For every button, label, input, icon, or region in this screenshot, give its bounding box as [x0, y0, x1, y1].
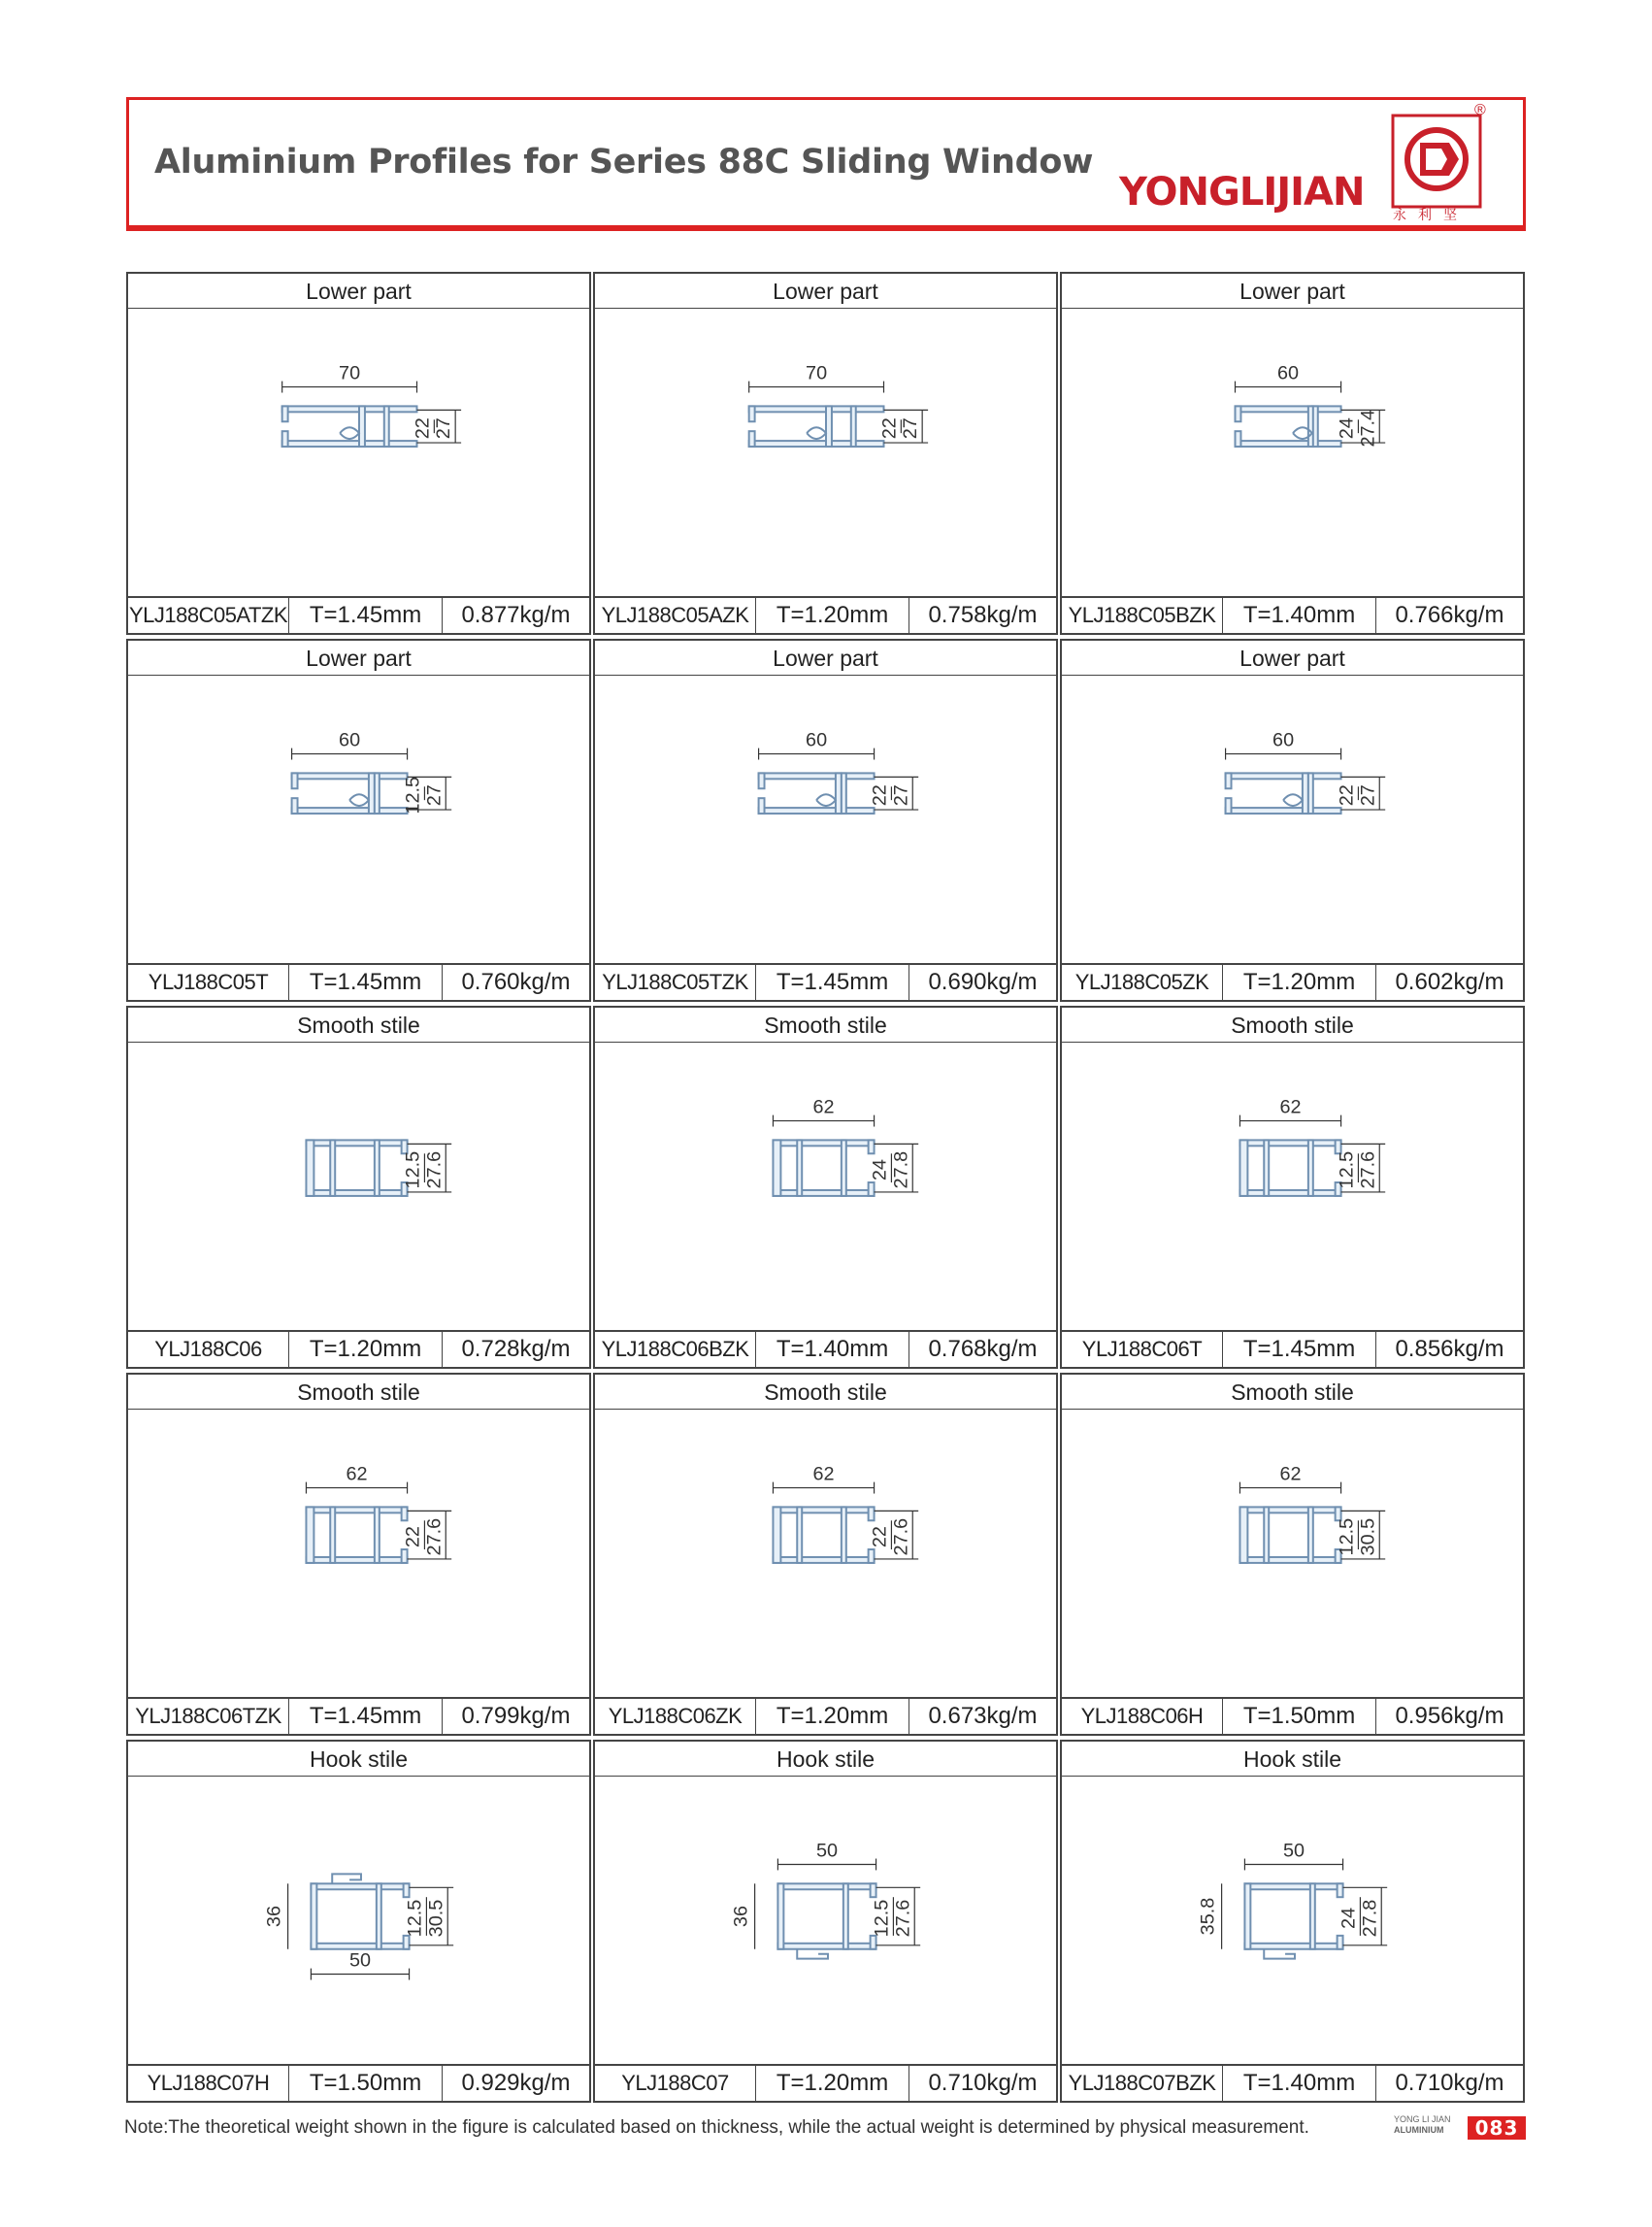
- dim2-dimension-label: 30.5: [1357, 1517, 1379, 1556]
- profile-section-drawing: [306, 1507, 407, 1563]
- profile-section-drawing: [1235, 406, 1340, 447]
- profile-cell: [1060, 639, 1527, 1006]
- width-dimension-label: 60: [1277, 362, 1300, 384]
- profile-drawing: [126, 309, 591, 596]
- profile-cell: [1060, 1740, 1527, 2107]
- width-dimension-label: 62: [1279, 1463, 1302, 1485]
- dim2-dimension-label: 27: [1357, 784, 1379, 807]
- dim1-dimension-label: 22: [402, 1526, 424, 1548]
- profile-drawing-svg: [128, 309, 589, 596]
- dim2-dimension-label: 30.5: [425, 1899, 447, 1938]
- dim1-dimension-label: 12.5: [402, 776, 424, 814]
- profile-spec-row: [593, 596, 1058, 635]
- profile-category: Lower part: [126, 639, 591, 676]
- profile-code: YLJ188C05T: [128, 965, 289, 1000]
- profile-section-drawing: [777, 1883, 876, 1958]
- profile-code: YLJ188C07BZK: [1062, 2066, 1223, 2101]
- profile-category: Hook stile: [593, 1740, 1058, 1777]
- profile-drawing-svg: [128, 1043, 589, 1330]
- dim1-dimension-label: 22: [869, 1526, 891, 1548]
- profile-thickness: T=1.45mm: [1223, 1332, 1376, 1367]
- dim2-dimension-label: 27.4: [1357, 409, 1379, 448]
- profile-drawing: [1060, 1043, 1525, 1330]
- profile-drawing-svg: [595, 676, 1056, 963]
- profile-thickness: T=1.20mm: [756, 2066, 909, 2101]
- profile-category: Hook stile: [1060, 1740, 1525, 1777]
- width-dimension-label: 62: [1279, 1096, 1302, 1118]
- footer-brand-line2: ALUMINIUM: [1394, 2125, 1444, 2135]
- profile-spec-row: [126, 963, 591, 1002]
- profile-spec-row: [593, 1697, 1058, 1736]
- profile-drawing-svg: [1062, 676, 1523, 963]
- profile-code: YLJ188C05AZK: [595, 598, 756, 633]
- profile-category: Lower part: [126, 272, 591, 309]
- profile-drawing: [126, 1777, 591, 2064]
- profile-thickness: T=1.20mm: [289, 1332, 443, 1367]
- profile-drawing: [1060, 1410, 1525, 1697]
- dim2-dimension-label: 27.6: [423, 1517, 446, 1556]
- dim2-dimension-label: 27: [900, 417, 922, 440]
- profile-thickness: T=1.40mm: [756, 1332, 909, 1367]
- profile-category: Smooth stile: [1060, 1373, 1525, 1410]
- dim2-dimension-label: 27.6: [1357, 1150, 1379, 1189]
- profile-thickness: T=1.20mm: [756, 598, 909, 633]
- dim2-dimension-label: 27: [433, 417, 455, 440]
- dim1-dimension-label: 12.5: [871, 1899, 893, 1938]
- dim1-dimension-label: 22: [869, 784, 891, 807]
- profile-thickness: T=1.50mm: [289, 2066, 443, 2101]
- profile-weight: 0.710kg/m: [1395, 2070, 1504, 2096]
- width-dimension-label: 60: [806, 729, 828, 751]
- dim2-dimension-label: 27.8: [1359, 1899, 1381, 1938]
- profile-cell: [593, 639, 1060, 1006]
- profile-thickness: T=1.45mm: [756, 965, 909, 1000]
- profile-drawing-svg: [595, 309, 1056, 596]
- registered-mark: ®: [1474, 102, 1486, 118]
- profile-weight: 0.768kg/m: [928, 1336, 1038, 1362]
- profile-weight: 0.760kg/m: [461, 969, 571, 995]
- profile-drawing: [593, 1410, 1058, 1697]
- profile-thickness: T=1.45mm: [289, 1699, 443, 1734]
- profile-spec-row: [1060, 963, 1525, 1002]
- profile-section-drawing: [1244, 1883, 1342, 1958]
- profile-category: Lower part: [593, 639, 1058, 676]
- height-dimension-label: 36: [730, 1906, 752, 1928]
- page-title: Aluminium Profiles for Series 88C Sliding Window: [154, 143, 1094, 182]
- profile-spec-row: [1060, 596, 1525, 635]
- profile-spec-row: [593, 1330, 1058, 1369]
- profile-drawing: [593, 676, 1058, 963]
- profile-code: YLJ188C07H: [128, 2066, 289, 2101]
- profile-code: YLJ188C06BZK: [595, 1332, 756, 1367]
- profile-weight: 0.856kg/m: [1395, 1336, 1504, 1362]
- footer-brand-line1: YONG LI JIAN: [1394, 2114, 1451, 2124]
- profile-cell: [126, 1373, 593, 1740]
- dim2-dimension-label: 27: [890, 784, 912, 807]
- profile-drawing-svg: [1062, 1777, 1523, 2064]
- profile-code: YLJ188C07: [595, 2066, 756, 2101]
- profile-drawing: [1060, 676, 1525, 963]
- dim2-dimension-label: 27: [423, 784, 446, 807]
- width-dimension-label: 70: [339, 362, 361, 384]
- profile-spec-row: [1060, 2064, 1525, 2103]
- profile-drawing-svg: [128, 1777, 589, 2064]
- brand-name: YONGLIJIAN: [1119, 170, 1365, 215]
- profile-drawing: [126, 676, 591, 963]
- width-dimension-label: 60: [1272, 729, 1295, 751]
- dim2-dimension-label: 27.6: [890, 1517, 912, 1556]
- profile-weight: 0.766kg/m: [1395, 602, 1504, 628]
- profile-drawing: [1060, 1777, 1525, 2064]
- dim1-dimension-label: 22: [878, 417, 901, 440]
- profile-drawing: [593, 1043, 1058, 1330]
- profile-code: YLJ188C05ATZK: [128, 598, 289, 633]
- profile-code: YLJ188C05BZK: [1062, 598, 1223, 633]
- profile-drawing-svg: [1062, 309, 1523, 596]
- profile-category: Hook stile: [126, 1740, 591, 1777]
- profile-weight: 0.602kg/m: [1395, 969, 1504, 995]
- dim1-dimension-label: 22: [412, 417, 434, 440]
- profile-thickness: T=1.50mm: [1223, 1699, 1376, 1734]
- brand-logo-icon: [1391, 114, 1482, 209]
- profile-section-drawing: [306, 1140, 407, 1196]
- width-dimension-label: 62: [812, 1463, 835, 1485]
- profile-section-drawing: [759, 773, 875, 814]
- profile-cell: [1060, 1006, 1527, 1373]
- profile-weight: 0.929kg/m: [461, 2070, 571, 2096]
- profile-weight: 0.673kg/m: [928, 1703, 1038, 1729]
- width-dimension-label: 62: [812, 1096, 835, 1118]
- dim2-dimension-label: 27.6: [892, 1899, 914, 1938]
- profile-drawing: [126, 1043, 591, 1330]
- profile-drawing: [593, 1777, 1058, 2064]
- profile-spec-row: [1060, 1697, 1525, 1736]
- profile-category: Smooth stile: [593, 1373, 1058, 1410]
- profile-cell: [593, 1740, 1060, 2107]
- profile-spec-row: [126, 596, 591, 635]
- footer-brand: [1394, 2114, 1451, 2136]
- profile-section-drawing: [311, 1874, 409, 1948]
- profile-drawing-svg: [128, 676, 589, 963]
- page-header: [126, 97, 1526, 231]
- profile-category: Smooth stile: [1060, 1006, 1525, 1043]
- height-dimension-label: 36: [263, 1906, 285, 1928]
- profile-section-drawing: [282, 406, 417, 447]
- profile-code: YLJ188C06: [128, 1332, 289, 1367]
- profile-drawing-svg: [595, 1777, 1056, 2064]
- dim1-dimension-label: 22: [1336, 784, 1358, 807]
- profile-spec-row: [126, 2064, 591, 2103]
- profile-weight: 0.728kg/m: [461, 1336, 571, 1362]
- profile-code: YLJ188C06ZK: [595, 1699, 756, 1734]
- profile-drawing: [1060, 309, 1525, 596]
- width-dimension-label: 70: [806, 362, 828, 384]
- profile-drawing-svg: [128, 1410, 589, 1697]
- profile-drawing: [593, 309, 1058, 596]
- profile-cell: [1060, 1373, 1527, 1740]
- profile-category: Lower part: [1060, 639, 1525, 676]
- profile-section-drawing: [1226, 773, 1341, 814]
- dim2-dimension-label: 27.8: [890, 1150, 912, 1189]
- footer-note: Note:The theoretical weight shown in the figure is calculated based on thickness, while the actual weight is determined by physical measurement.: [124, 2117, 1309, 2138]
- height-dimension-label: 35.8: [1197, 1897, 1219, 1936]
- profile-thickness: T=1.40mm: [1223, 598, 1376, 633]
- profile-cell: [593, 1006, 1060, 1373]
- dim1-dimension-label: 12.5: [1336, 1150, 1358, 1189]
- profile-spec-row: [1060, 1330, 1525, 1369]
- profile-thickness: T=1.45mm: [289, 598, 443, 633]
- profile-cell: [593, 1373, 1060, 1740]
- profile-thickness: T=1.20mm: [1223, 965, 1376, 1000]
- profile-code: YLJ188C05ZK: [1062, 965, 1223, 1000]
- profile-cell: [126, 1740, 593, 2107]
- profile-code: YLJ188C06T: [1062, 1332, 1223, 1367]
- profile-spec-row: [593, 963, 1058, 1002]
- profile-section-drawing: [1239, 1140, 1340, 1196]
- profile-weight: 0.956kg/m: [1395, 1703, 1504, 1729]
- profile-thickness: T=1.45mm: [289, 965, 443, 1000]
- profile-thickness: T=1.40mm: [1223, 2066, 1376, 2101]
- width-dimension-label: 50: [348, 1949, 372, 1972]
- profile-weight: 0.799kg/m: [461, 1703, 571, 1729]
- profile-section-drawing: [292, 773, 408, 814]
- profile-drawing: [126, 1410, 591, 1697]
- dim1-dimension-label: 24: [1336, 417, 1358, 440]
- profile-cell: [593, 272, 1060, 639]
- profile-thickness: T=1.20mm: [756, 1699, 909, 1734]
- width-dimension-label: 60: [339, 729, 361, 751]
- profile-section-drawing: [1239, 1507, 1340, 1563]
- profile-section-drawing: [773, 1140, 874, 1196]
- page-number: 083: [1468, 2116, 1526, 2140]
- dim1-dimension-label: 12.5: [402, 1150, 424, 1189]
- profile-spec-row: [593, 2064, 1058, 2103]
- profile-category: Lower part: [593, 272, 1058, 309]
- profile-code: YLJ188C06TZK: [128, 1699, 289, 1734]
- profile-section-drawing: [773, 1507, 874, 1563]
- width-dimension-label: 50: [1282, 1840, 1305, 1862]
- profile-weight: 0.690kg/m: [928, 969, 1038, 995]
- profile-spec-row: [126, 1697, 591, 1736]
- profile-cell: [126, 639, 593, 1006]
- profile-drawing-svg: [595, 1410, 1056, 1697]
- dim1-dimension-label: 12.5: [1336, 1517, 1358, 1556]
- profile-category: Lower part: [1060, 272, 1525, 309]
- profile-category: Smooth stile: [126, 1006, 591, 1043]
- dim1-dimension-label: 24: [1338, 1907, 1360, 1930]
- profile-code: YLJ188C05TZK: [595, 965, 756, 1000]
- profile-cell: [1060, 272, 1527, 639]
- profile-drawing-svg: [1062, 1410, 1523, 1697]
- width-dimension-label: 50: [815, 1840, 839, 1862]
- profile-drawing-svg: [595, 1043, 1056, 1330]
- profile-spec-row: [126, 1330, 591, 1369]
- profile-cell: [126, 272, 593, 639]
- width-dimension-label: 62: [346, 1463, 368, 1485]
- dim2-dimension-label: 27.6: [423, 1150, 446, 1189]
- profile-category: Smooth stile: [593, 1006, 1058, 1043]
- profile-weight: 0.877kg/m: [461, 602, 571, 628]
- dim1-dimension-label: 12.5: [404, 1899, 426, 1938]
- profile-drawing-svg: [1062, 1043, 1523, 1330]
- profile-weight: 0.758kg/m: [928, 602, 1038, 628]
- brand-name-cn: 永利坚: [1393, 207, 1469, 222]
- profile-section-drawing: [749, 406, 884, 447]
- profile-category: Smooth stile: [126, 1373, 591, 1410]
- profile-weight: 0.710kg/m: [928, 2070, 1038, 2096]
- profile-cell: [126, 1006, 593, 1373]
- dim1-dimension-label: 24: [869, 1159, 891, 1181]
- profile-code: YLJ188C06H: [1062, 1699, 1223, 1734]
